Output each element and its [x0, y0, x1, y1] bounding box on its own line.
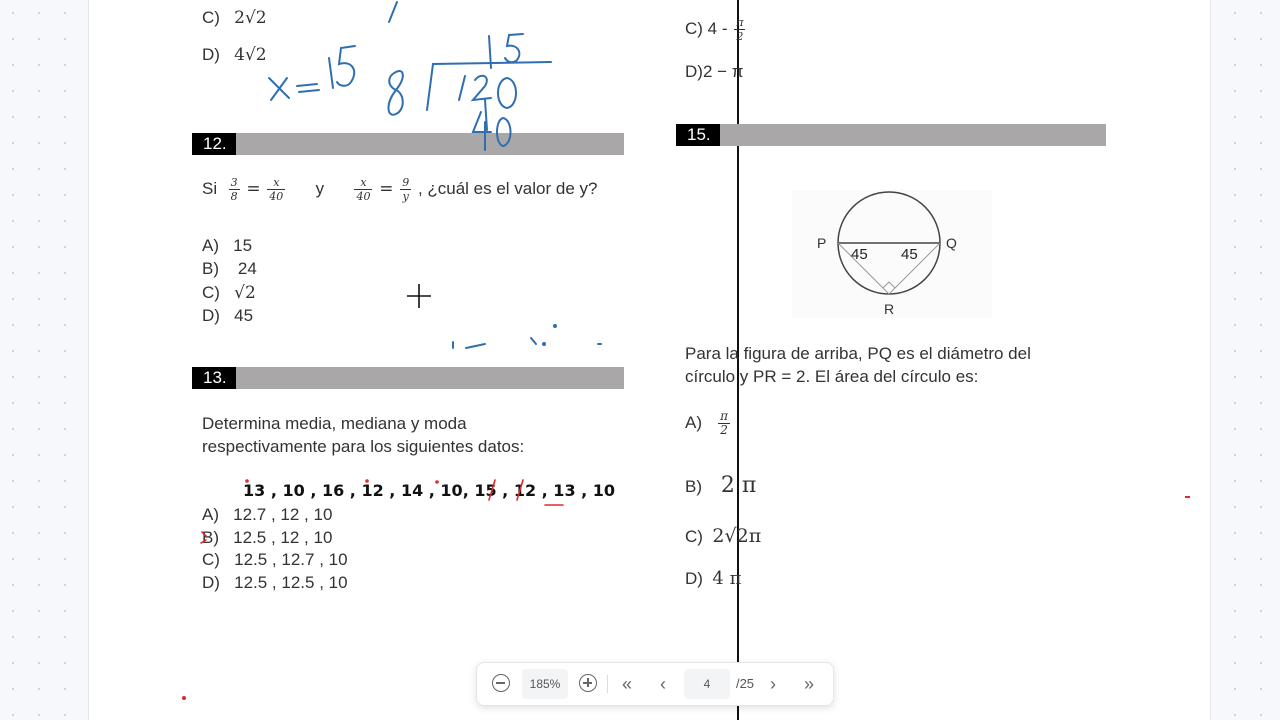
- prev-option-c-right: [685, 16, 747, 43]
- frac-num: 3: [230, 176, 238, 189]
- option-letter: A): [685, 412, 702, 432]
- q12-option-b: [202, 259, 257, 279]
- angle-left-label: 45: [851, 246, 868, 263]
- red-check: [201, 532, 206, 543]
- label-q: Q: [946, 235, 957, 251]
- option-letter: D): [685, 569, 703, 588]
- fraction-x-40-b: [354, 176, 372, 203]
- zoom-in-icon[interactable]: [579, 674, 597, 692]
- ink-40-four: [473, 112, 491, 150]
- frac-den: 40: [269, 190, 284, 203]
- q15-line2: círculo y PR = 2. El área del círculo es:: [685, 367, 979, 386]
- prev-page-icon[interactable]: ‹: [660, 674, 666, 694]
- option-letter: D): [202, 306, 220, 325]
- option-value: 45: [234, 306, 254, 325]
- question-15-text: [685, 342, 1031, 388]
- question-number: 12.: [192, 133, 236, 155]
- ink-120-one: [459, 76, 465, 100]
- option-value: 12.5 , 12 , 10: [233, 528, 333, 547]
- document-page: [88, 0, 1211, 720]
- crosshair-cursor-icon: [407, 284, 431, 308]
- option-letter: C): [202, 550, 220, 569]
- frac-num: 9: [402, 176, 410, 189]
- ink-x: [269, 78, 289, 100]
- fraction-x-40: [267, 176, 285, 203]
- next-page-icon[interactable]: ›: [770, 674, 776, 694]
- q15-option-c: [685, 525, 761, 547]
- option-value: 4√2: [234, 45, 267, 65]
- red-dot: [366, 480, 368, 482]
- option-letter: B): [685, 477, 702, 496]
- toolbar-separator: [607, 675, 608, 693]
- q15-option-d: [685, 568, 741, 589]
- ink-division-bracket: [427, 62, 551, 110]
- frac-den: 2: [736, 30, 744, 43]
- option-value: 12.7 , 12 , 10: [233, 505, 333, 524]
- q12-conjunction: y: [315, 178, 325, 198]
- q12-option-a: [202, 236, 252, 256]
- label-p: P: [817, 235, 827, 251]
- circle-figure: [792, 190, 992, 318]
- ink-15-five: [505, 34, 523, 62]
- label-r: R: [884, 301, 895, 317]
- prev-option-d-right: D)2 − π: [685, 62, 744, 81]
- option-letter: B): [202, 528, 219, 547]
- option-letter: C): [202, 283, 220, 302]
- ink-equals: [297, 84, 319, 92]
- ink-40-zero: [497, 118, 511, 146]
- ink-120-two: [473, 76, 491, 100]
- option-letter: C): [202, 8, 220, 27]
- ink-dot: [543, 343, 545, 345]
- option-letter: A): [202, 236, 219, 255]
- frac-num: x: [267, 176, 285, 190]
- q15-line1: Para la figura de arriba, PQ es el diámetro del: [685, 344, 1031, 363]
- option-letter: A): [202, 505, 219, 524]
- q12-question: , ¿cuál es el valor de y?: [417, 178, 598, 198]
- zoom-level-field[interactable]: 185%: [522, 669, 568, 699]
- question-13-header: [192, 367, 624, 389]
- ink-stroke: [389, 2, 397, 22]
- red-slash: [489, 480, 495, 500]
- frac-den: y: [402, 190, 409, 203]
- ink-120-zero: [498, 78, 516, 108]
- ink-dot: [554, 325, 556, 327]
- zoom-out-icon[interactable]: [492, 674, 510, 692]
- option-value: 12.5 , 12.5 , 10: [234, 573, 348, 592]
- equals: =: [246, 178, 261, 199]
- pdf-viewer-toolbar: [476, 662, 834, 706]
- q13-line2: respectivamente para los siguientes datos:: [202, 437, 525, 456]
- option-letter: C): [685, 527, 703, 546]
- red-dot: [182, 696, 186, 700]
- prev-option-c: [202, 8, 267, 28]
- ink-five: [337, 46, 355, 86]
- fraction-3-8: [229, 176, 240, 203]
- question-13-text: [202, 412, 524, 458]
- fraction-pi-2-a: [718, 410, 730, 437]
- ink-eight: [388, 71, 402, 115]
- option-value: 2√2π: [712, 525, 762, 547]
- fraction-9-y: [400, 176, 411, 203]
- option-value: 12.5 , 12.7 , 10: [234, 550, 348, 569]
- ink-dots: [444, 318, 614, 354]
- option-value: 2√2: [234, 8, 267, 28]
- option-value: 4 π: [712, 568, 742, 589]
- question-15-header: [676, 124, 1106, 146]
- question-12-text: [202, 176, 597, 203]
- ink-one: [329, 58, 333, 88]
- prev-option-d: [202, 45, 267, 65]
- option-value: 15: [233, 236, 253, 255]
- q13-option-c: [202, 550, 348, 570]
- question-number: 13.: [192, 367, 236, 389]
- q13-option-d: [202, 573, 348, 593]
- frac-den: 2: [720, 423, 728, 437]
- frac-num: π: [736, 16, 744, 29]
- option-letter: B): [202, 259, 219, 278]
- ink-dash: [531, 338, 536, 344]
- option-text: C) 4 -: [685, 18, 728, 38]
- q12-option-d: [202, 306, 253, 326]
- option-value: 24: [237, 259, 257, 278]
- fraction-pi-2: [734, 16, 745, 43]
- frac-den: 8: [230, 190, 238, 203]
- page-number-input[interactable]: 4: [684, 669, 730, 699]
- q12-option-c: [202, 283, 256, 303]
- option-letter: D): [202, 573, 220, 592]
- frac-den: 40: [356, 190, 371, 203]
- red-mark: [1185, 496, 1190, 498]
- red-slash: [517, 480, 523, 500]
- q15-option-b: [685, 473, 756, 498]
- option-value: 2 π: [720, 473, 757, 498]
- question-number: 15.: [676, 124, 720, 146]
- option-value: √2: [234, 283, 256, 303]
- red-marks: [197, 474, 597, 550]
- red-dot: [246, 480, 248, 482]
- option-letter: D): [202, 45, 220, 64]
- red-dot: [436, 481, 438, 483]
- last-page-icon[interactable]: »: [803, 674, 814, 694]
- first-page-icon[interactable]: «: [621, 674, 632, 694]
- equals: =: [379, 178, 394, 199]
- q12-prefix: Si: [202, 178, 218, 198]
- frac-num: x: [354, 176, 372, 190]
- q15-option-a: [685, 410, 732, 437]
- frac-num: π: [720, 409, 729, 423]
- q13-data-values: 13 , 10 , 16 , 12 , 14 , 10, 15 , 12 , 13 , 10: [243, 481, 616, 500]
- handwriting-annotation: [259, 0, 559, 160]
- q13-line1: Determina media, mediana y moda: [202, 414, 467, 433]
- ink-dash: [466, 344, 485, 348]
- angle-right-label: 45: [901, 246, 918, 263]
- page-total: /25: [735, 676, 755, 691]
